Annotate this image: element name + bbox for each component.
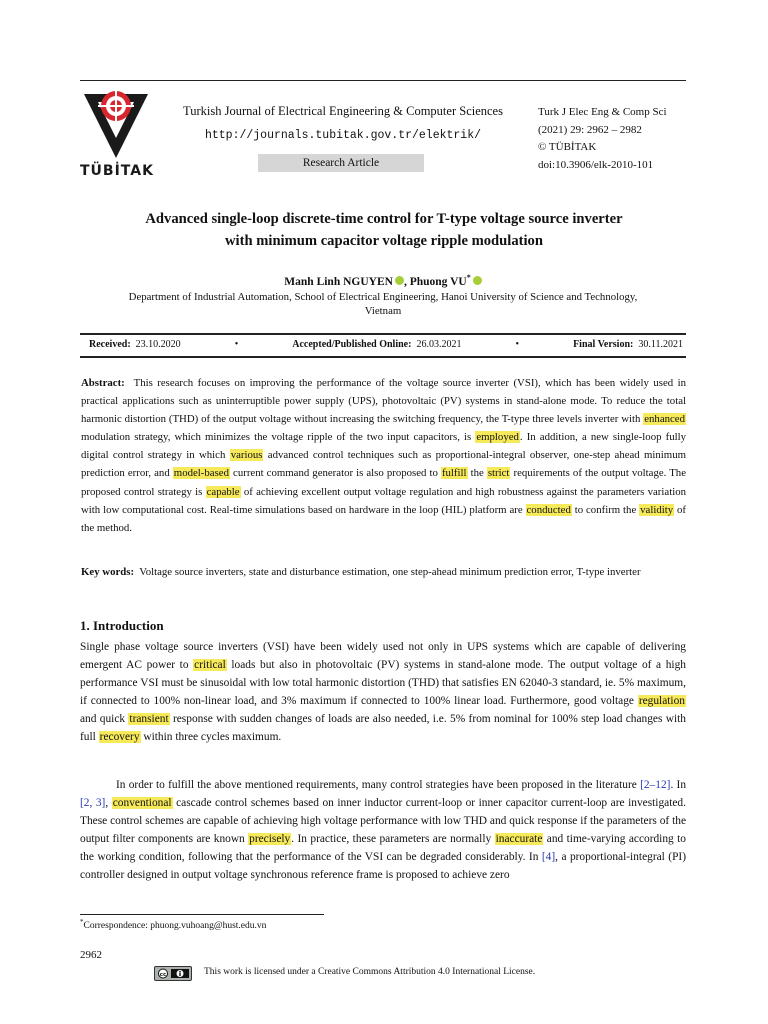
footnote-text: Correspondence: phuong.vuhoang@hust.edu.vn [83,921,267,932]
citation-link[interactable]: [4] [541,851,556,864]
highlight: strict [487,467,510,480]
dates-rule-bottom [80,356,686,358]
affiliation-line-2: Vietnam [364,305,402,317]
citation-volume: (2021) 29: 2962 – 2982 [538,123,642,136]
author-2: Phuong VU [409,275,467,288]
footnote-mark: * [80,918,84,926]
affiliation [70,290,696,318]
intro-heading: 1. Introduction [80,618,164,633]
top-rule [80,80,686,81]
highlight: various [230,449,263,462]
accepted-date: Accepted/Published Online: 26.03.2021 [292,339,462,350]
logo-wordmark: TÜBİTAK [80,163,154,179]
author-1: Manh Linh NGUYEN [284,275,393,288]
intro-paragraph-2: In order to fulfill the above mentioned requirements, many control strategies have been proposed in the literature [2–12]. In [2, 3], conventional cascade control schemes based on inner inductor current-loop or inner capacitor current-loop are investigated. These control schemes are capable of achieving high voltage performance with low THD and quick response if the parameters of the output filter components are known precisely. In practice, these parameters are normally inaccurate and time-varying according to the working condition, following that the performance of the VSI can be degraded considerably. In [4], a proportional-integral (PI) controller designed in output voltage synchronous reference frame is proposed to achieve zero [80,779,687,882]
highlight: conducted [526,503,571,516]
cc-by-icon [156,968,190,979]
highlight: precisely [249,833,291,846]
highlight: capable [206,485,240,498]
citation-link[interactable]: [2–12] [640,779,671,791]
citation-link[interactable]: [2, 3] [80,797,106,810]
citation-copyright: © TÜBİTAK [538,141,597,153]
svg-text:cc: cc [159,972,167,978]
highlight: model-based [173,467,229,480]
dates-row [80,339,686,350]
dates-rule-top [80,333,686,335]
tubitak-emblem-icon [80,86,152,160]
tubitak-logo [80,86,152,178]
article-type-badge [258,154,424,172]
bullet-separator: • [515,339,520,350]
footnote [80,918,266,931]
intro-paragraph-1: Single phase voltage source inverters (VSI) have been widely used not only in UPS systems which are capable of delivering emergent AC power to critical loads but also in photovoltaic (PV) systems in stand-alone mode. The output voltage of a high performance VSI must be sinusoidal with low total harmonic distortion (THD) that satisfies EN 62040-3 standard, ie. 5% maximum, if connected to 100% non-linear load, and 3% maximum if connected to 100% linear load. Furthermore, good voltage regulation and quick transient response with sudden changes of loads are also needed, i.e. 5% from nominal for 100% step load changes with full recovery within three cycles maximum. [80,641,686,744]
bullet-separator: • [234,339,239,350]
page-number: 2962 [80,949,102,961]
highlight: employed [476,431,519,444]
highlight: conventional [112,797,172,810]
keywords-label: Key words: [81,566,135,578]
highlight: critical [194,659,226,672]
highlight: validity [640,503,674,516]
journal-url[interactable]: http://journals.tubitak.gov.tr/elektrik/ [204,129,482,142]
article-type-label: Research Article [302,157,380,169]
citation-doi[interactable]: doi:10.3906/elk-2010-101 [538,158,654,171]
abstract-label: Abstract: [81,377,125,389]
highlight: fulfill [441,467,467,480]
paper-title [60,208,708,252]
title-line-1: Advanced single-loop discrete-time control for T-type voltage source inverter [145,211,623,227]
cc-license-badge[interactable] [154,966,192,981]
author-line [80,273,686,288]
journal-name: Turkish Journal of Electrical Engineering & Computer Sciences [183,104,503,118]
highlight: inaccurate [495,833,543,846]
keywords [81,563,686,581]
highlight: enhanced [644,413,685,426]
abstract: Abstract: This research focuses on improving the performance of the voltage source inverter (VSI), which has been widely used in practical applications such as uninterruptible power supply (UPS), photovoltaic (PV) systems in stand-alone mode. To reduce the total harmonic distortion (THD) of the output voltage without increasing the switching frequency, the T-type three levels inverter with enhanced modulation strategy, which minimizes the voltage ripple of the two input capacitors, is employed. In addition, a new single-loop fully digital control strategy in which various advanced control techniques such as proportional-integral observer, one-step ahead minimum prediction error, and model-based current command generator is also proposed to fulfill the strict requirements of the output voltage. The proposed control strategy is capable of achieving excellent output voltage regulation and high robustness against the parameters variation with low computational cost. Real-time simulations based on hardware in the loop (HIL) platform are conducted to confirm the validity of the method. [81,377,687,534]
received-date: Received: 23.10.2020 [89,339,181,350]
final-date: Final Version: 30.11.2021 [573,339,683,350]
keywords-text: Voltage source inverters, state and disturbance estimation, one step-ahead minimum prediction error, T-type inverter [139,566,641,578]
affiliation-line-1: Department of Industrial Automation, School of Electrical Engineering, Hanoi University of Science and Technology, [128,291,638,303]
title-line-2: with minimum capacitor voltage ripple modulation [225,233,543,249]
highlight: recovery [99,731,140,744]
highlight: transient [129,713,169,726]
author-separator: , [403,275,410,288]
citation-block [538,104,698,174]
citation-journal: Turk J Elec Eng & Comp Sci [538,106,667,118]
orcid-icon[interactable] [395,276,404,285]
footnote-rule [80,914,324,915]
highlight: regulation [638,695,685,708]
orcid-icon[interactable] [473,276,482,285]
license-text: This work is licensed under a Creative Commons Attribution 4.0 International License. [204,967,536,977]
corresponding-mark: * [466,273,471,282]
